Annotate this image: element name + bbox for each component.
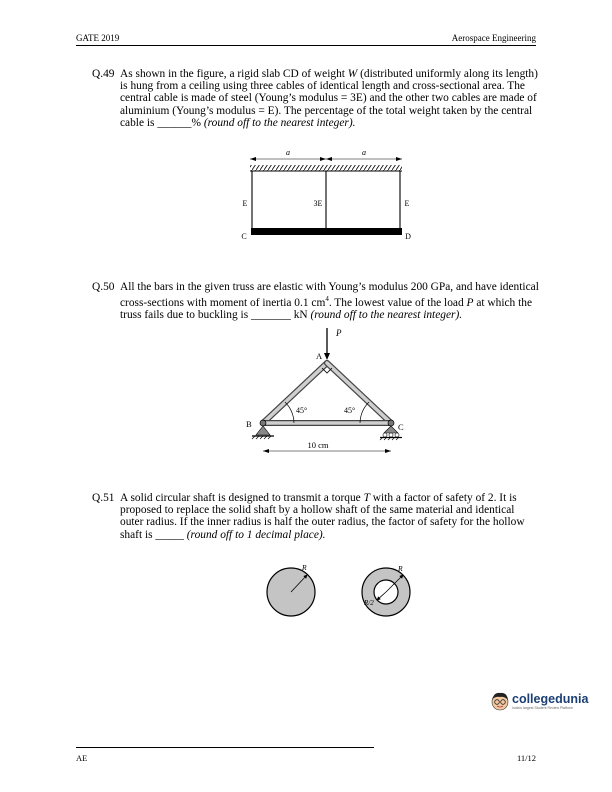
answer-hint: (round off to 1 decimal place). xyxy=(186,528,326,541)
question-text: All the bars in the given truss are elastic with Young’s modulus 200 GPa, and have identical cross-sections with moment of inertia 0.1 $cm^4$. The lowest value of the load P at which the truss fails due to buckling is _______ kN (round off to the nearest integer). xyxy=(120,281,539,322)
question-49 xyxy=(92,68,540,129)
question-text: A solid circular shaft is designed to transmit a torque T with a factor of safety of 2. It is proposed to replace the solid shaft by a hollow shaft of the same material and identical outer radius. If the inner radius is half the outer radius, the factor of safety for the hollow shaft is _____ (round off to 1 decimal place). xyxy=(120,492,525,541)
logo-tagline: India's largest Student Review Platform xyxy=(512,706,573,710)
header-subject: Aerospace Engineering xyxy=(451,33,536,43)
footer-paper-code: AE xyxy=(76,753,88,763)
label-cable-center: 3E xyxy=(313,199,323,208)
footer-divider xyxy=(76,747,374,748)
shaft-figure xyxy=(262,560,422,627)
label-node-c: C xyxy=(398,422,404,432)
header-exam-name: GATE 2019 xyxy=(76,33,120,43)
question-number: Q.50 xyxy=(92,281,115,293)
label-node-b: B xyxy=(246,419,252,429)
roller-support-c xyxy=(384,426,398,433)
question-text: As shown in the figure, a rigid slab CD of weight W (distributed uniformly along its length) is hung from a ceiling using three cables of identical length and cross-sectional area. The central cable is made of steel (Young’s modulus = 3E) and the other two cables are made of aluminium (Young’s modulus = E). The percentage of the total weight taken by the central cable is ______% (round off to the nearest integer). xyxy=(120,68,538,129)
rigid-slab xyxy=(251,228,402,235)
answer-hint: (round off to the nearest integer). xyxy=(203,116,356,129)
label-node-a: A xyxy=(316,351,323,361)
label-end-c: C xyxy=(241,232,247,241)
label-hollow-r2: R/2 xyxy=(364,599,374,607)
label-hollow-r: R xyxy=(398,564,403,573)
label-cable-right: E xyxy=(404,199,410,208)
label-end-d: D xyxy=(405,232,411,241)
dim-a-left: a xyxy=(286,148,290,157)
dim-a-right: a xyxy=(362,148,366,157)
question-50 xyxy=(92,281,540,321)
angle-b: 45° xyxy=(296,406,308,415)
label-span: 10 cm xyxy=(307,440,329,450)
question-51 xyxy=(92,492,540,541)
logo-wordmark: collegedunia xyxy=(512,692,589,706)
question-number: Q.51 xyxy=(92,492,115,504)
angle-c: 45° xyxy=(344,406,356,415)
header-divider xyxy=(76,45,536,46)
answer-hint: (round off to the nearest integer). xyxy=(310,309,463,322)
label-load-p: P xyxy=(336,328,342,338)
truss-figure xyxy=(240,326,415,466)
question-number: Q.49 xyxy=(92,68,115,80)
label-solid-r: R xyxy=(302,563,307,572)
label-cable-left: E xyxy=(242,199,248,208)
slab-cable-figure xyxy=(236,146,416,249)
footer-page-number: 11/12 xyxy=(516,753,536,763)
pin-support-b xyxy=(256,426,270,435)
